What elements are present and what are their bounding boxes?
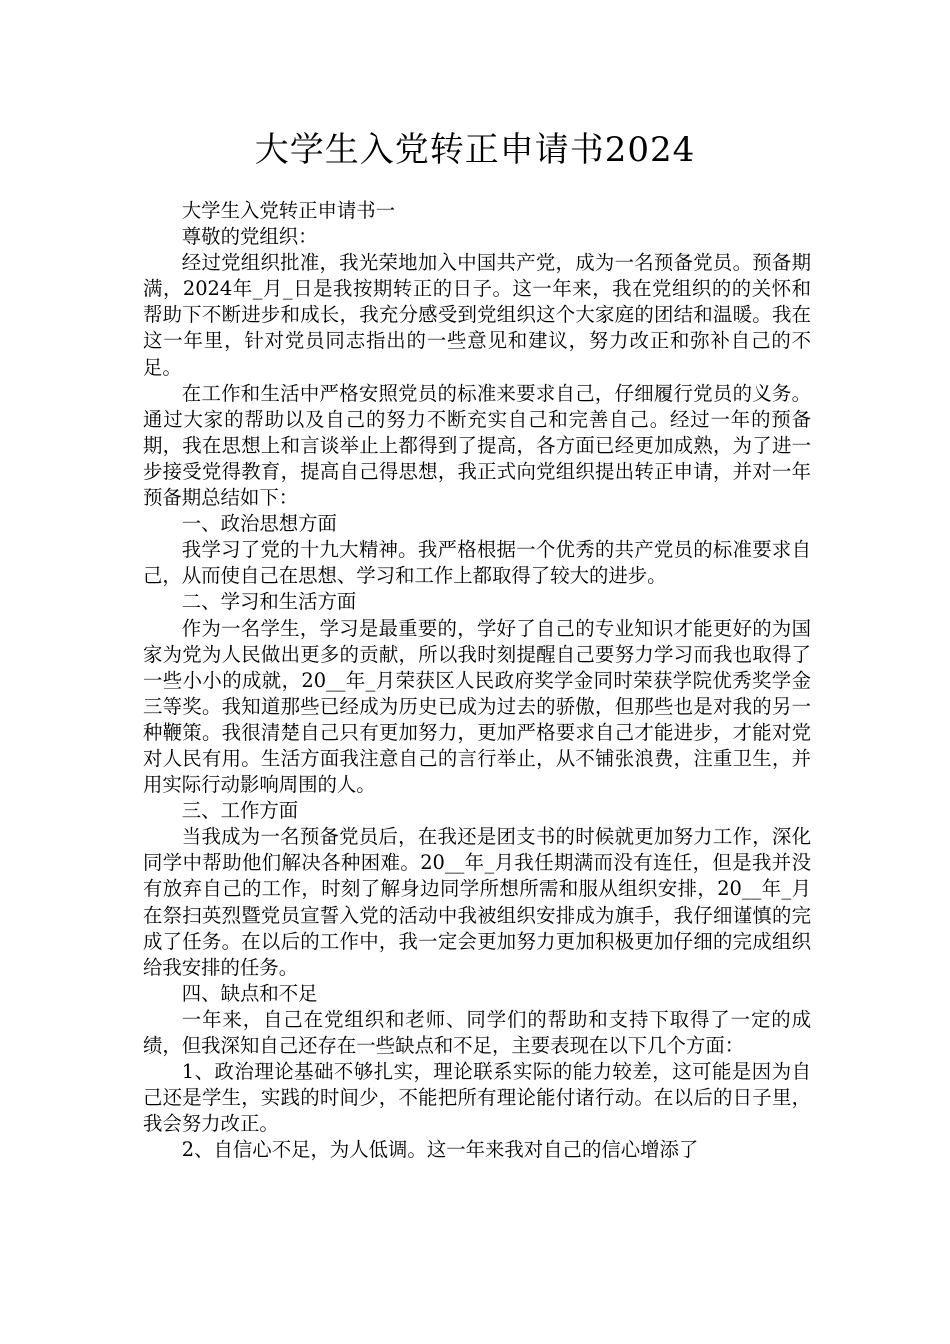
paragraph: 一年来，自己在党组织和老师、同学们的帮助和支持下取得了一定的成绩，但我深知自己还存在一些缺点和不足，主要表现在以下几个方面： — [143, 1007, 811, 1057]
section-heading: 大学生入党转正申请书一 — [181, 199, 396, 222]
section-heading: 二、学习和生活方面 — [181, 590, 357, 614]
section-heading: 三、工作方面 — [181, 799, 299, 823]
paragraph: 当我成为一名预备党员后，在我还是团支书的时候就更加努力工作，深化同学中帮助他们解决各种困难。20__年_月我任期满而没有连任，但是我并没有放弃自己的工作，时刻了解身边同学所想所需和服从组织安排，20__年_月在祭扫英烈暨党员宣誓入党的活动中我被组织安排成为旗手，我仔细谨慎的完成了任务。在以后的工作中，我一定会更加努力更加积极更加仔细的完成组织给我安排的任务。 — [143, 825, 811, 979]
document-body — [143, 198, 811, 1163]
section-heading: 四、缺点和不足 — [181, 981, 318, 1005]
document-title: 大学生入党转正申请书2024 — [254, 130, 696, 170]
list-item: 1、政治理论基础不够扎实，理论联系实际的能力较差，这可能是因为自己还是学生，实践的时间少，不能把所有理论能付诸行动。在以后的日子里，我会努力改正。 — [143, 1060, 811, 1136]
paragraph: 作为一名学生，学习是最重要的，学好了自己的专业知识才能更好的为国家为党为人民做出更多的贡献，所以我时刻提醒自己要努力学习而我也取得了一些小小的成就，20__年_月荣获区人民政府奖学金同时荣获学院优秀奖学金三等奖。我知道那些已经成为历史已成为过去的骄傲，但那些也是对我的另一种鞭策。我很清楚自己只有更加努力，更加严格要求自己才能进步，才能对党对人民有用。生活方面我注意自己的言行举止，从不铺张浪费，注重卫生，并用实际行动影响周围的人。 — [143, 616, 811, 797]
section-heading: 一、政治思想方面 — [181, 512, 337, 536]
salutation: 尊敬的党组织： — [181, 225, 318, 249]
paragraph: 在工作和生活中严格安照党员的标准来要求自己，仔细履行党员的义务。通过大家的帮助以及自己的努力不断充实自己和完善自己。经过一年的预备期，我在思想上和言谈举止上都得到了提高，各方面已经更加成熟，为了进一步接受党得教育，提高自己得思想，我正式向党组织提出转正申请，并对一年预备期总结如下： — [143, 381, 811, 510]
paragraph: 我学习了党的十九大精神。我严格根据一个优秀的共产党员的标准要求自己，从而使自己在思想、学习和工作上都取得了较大的进步。 — [143, 538, 811, 588]
list-item: 2、自信心不足，为人低调。这一年来我对自己的信心增添了 — [181, 1138, 699, 1162]
paragraph: 经过党组织批准，我光荣地加入中国共产党，成为一名预备党员。预备期满，2024年_月_日是我按期转正的日子。这一年来，我在党组织的的关怀和帮助下不断进步和成长，我充分感受到党组织这个大家庭的团结和温暖。我在这一年里，针对党员同志指出的一些意见和建议，努力改正和弥补自己的不足。 — [143, 251, 811, 379]
